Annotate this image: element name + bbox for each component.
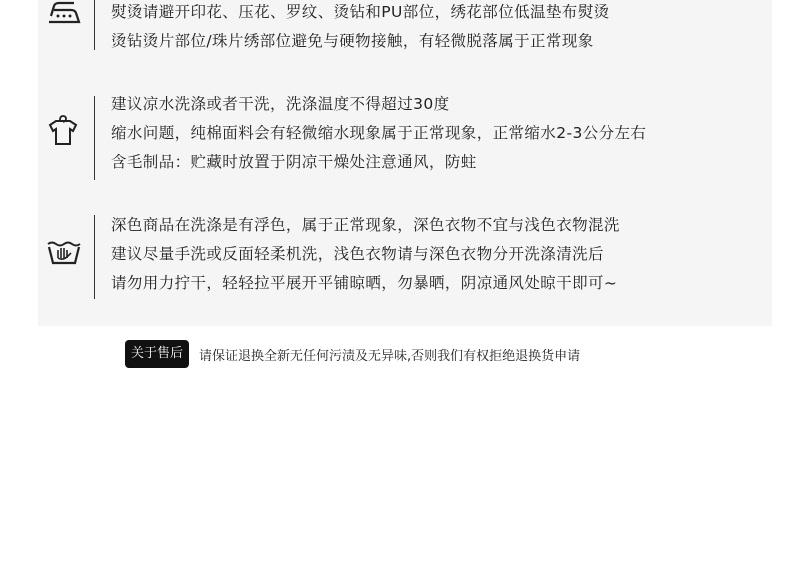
care-text-line: 烫钻烫片部位/珠片绣部位避免与硬物接触，有轻微脱落属于正常现象	[111, 32, 594, 50]
after-sale-notice	[125, 340, 580, 368]
care-text-line: 请勿用力拧干，轻轻拉平展开平铺晾晒，勿暴晒，阴凉通风处晾干即可~	[111, 274, 618, 292]
shirt-hanger-icon	[46, 113, 84, 149]
iron-icon	[46, 0, 84, 36]
after-sale-badge: 关于售后	[125, 340, 189, 368]
care-text-line: 缩水问题，纯棉面料会有轻微缩水现象属于正常现象，正常缩水2-3公分左右	[111, 124, 647, 142]
care-text-line: 熨烫请避开印花、压花、罗纹、烫钻和PU部位，绣花部位低温垫布熨烫	[111, 3, 610, 21]
care-instructions-panel	[38, 0, 772, 326]
washing-section	[38, 90, 772, 180]
hand-wash-section	[38, 211, 772, 301]
care-text-line: 深色商品在洗涤是有浮色，属于正常现象，深色衣物不宜与浅色衣物混洗	[111, 216, 620, 234]
care-text-line: 建议凉水洗涤或者干洗，洗涤温度不得超过30度	[111, 95, 450, 113]
ironing-section	[38, 0, 772, 60]
after-sale-text: 请保证退换全新无任何污渍及无异味,否则我们有权拒绝退换货申请	[199, 348, 581, 364]
divider-line	[94, 215, 95, 299]
divider-line	[94, 0, 95, 50]
hand-wash-icon	[46, 236, 84, 272]
care-text-line: 建议尽量手洗或反面轻柔机洗，浅色衣物请与深色衣物分开洗涤清洗后	[111, 245, 604, 263]
divider-line	[94, 96, 95, 180]
care-text-line: 含毛制品：贮藏时放置于阴凉干燥处注意通风，防蛀	[111, 153, 477, 171]
